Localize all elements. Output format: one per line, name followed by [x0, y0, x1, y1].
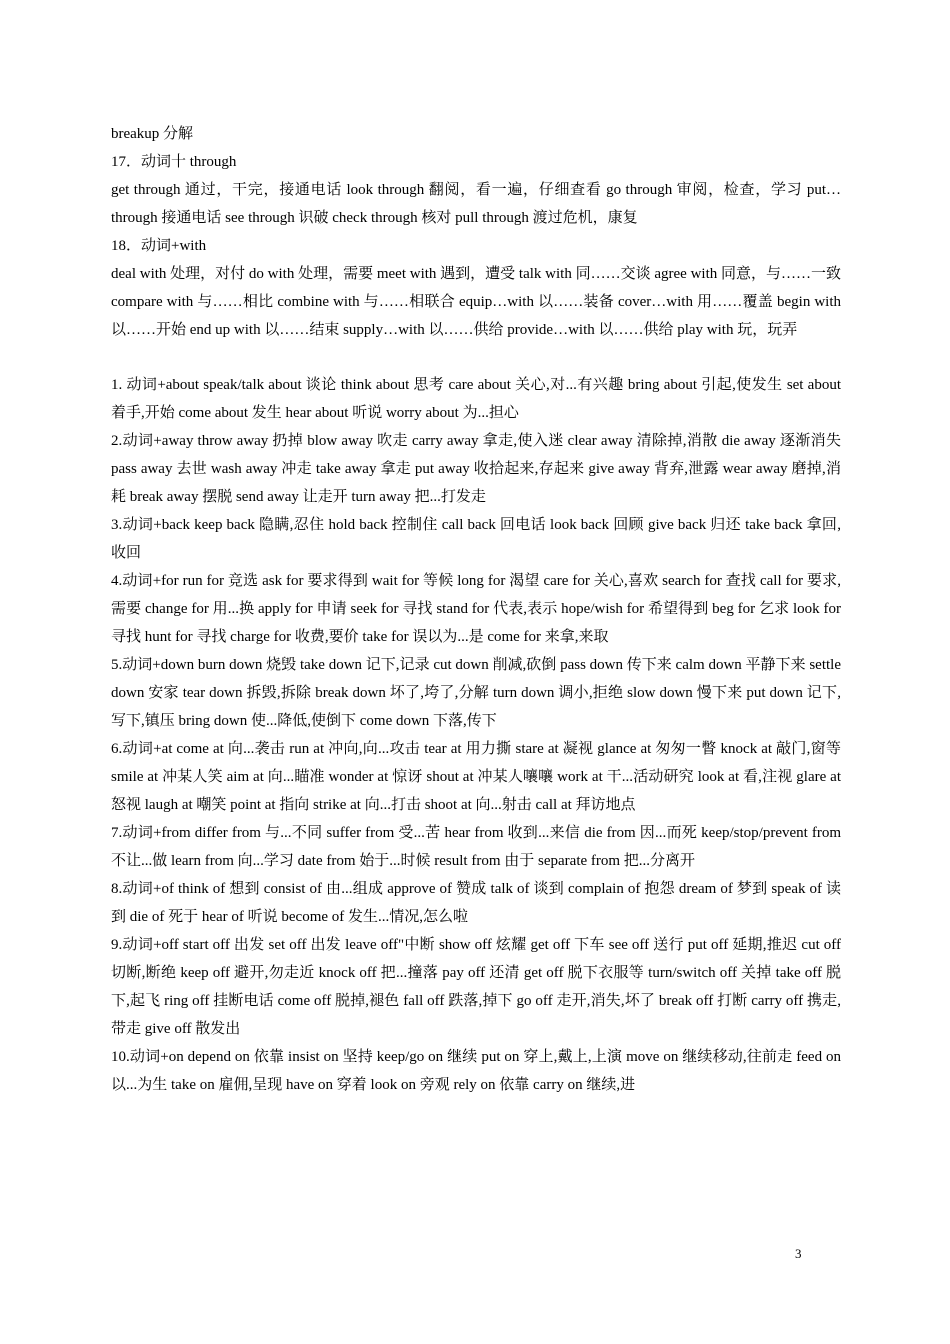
paragraph: get through 通过，干完，接通电话 look through 翻阅，看一遍，仔细查看 go through 审阅，检查，学习 put…through 接通电话 see through 识破 check through 核对 pull through 渡过危机，康复: [111, 182, 841, 226]
paragraph: deal with 处理，对付 do with 处理，需要 meet with 遇到，遭受 talk with 同……交谈 agree with 同意，与……一致 compare with 与……相比 combine with 与……相联合 equip…with 以……装备 cover…with 用……覆盖 begin with 以……开始 end up with 以……结束 supply…with 以……供给 provide…with 以……供给 play with 玩，玩弄: [111, 266, 841, 338]
list-item: 1. 动词+about speak/talk about 谈论 think about 思考 care about 关心,对...有兴趣 bring about 引起,使发生 set about 着手,开始 come about 发生 hear about 听说 worry about 为...担心: [111, 377, 841, 421]
list-item: 10.动词+on depend on 依靠 insist on 坚持 keep/go on 继续 put on 穿上,戴上,上演 move on 继续移动,往前走 feed on 以...为生 take on 雇佣,呈现 have on 穿着 look on 旁观 rely on 依靠 carry on 继续,进: [111, 1049, 841, 1093]
list-item: 7.动词+from differ from 与...不同 suffer from 受...苦 hear from 收到...来信 die from 因...而死 keep/stop/prevent from 不让...做 learn from 向...学习 date from 始于...时候 result from 由于 separate from 把...分离开: [111, 825, 841, 869]
page-number: 3: [795, 1246, 802, 1261]
list-item: 3.动词+back keep back 隐瞒,忍住 hold back 控制住 call back 回电话 look back 回顾 give back 归还 take back 拿回,收回: [111, 517, 841, 561]
list-item: 4.动词+for run for 竞选 ask for 要求得到 wait for 等候 long for 渴望 care for 关心,喜欢 search for 查找 call for 要求,需要 change for 用...换 apply for 申请 seek for 寻找 stand for 代表,表示 hope/wish for 希望得到 beg for 乞求 look for 寻找 hunt for 寻找 charge for 收费,要价 take for 误以为...是 come for 来拿,来取: [111, 573, 841, 645]
section-heading: 18．动词+with: [111, 238, 207, 254]
section-heading: 17．动词十 through: [111, 154, 237, 170]
list-item: 5.动词+down burn down 烧毁 take down 记下,记录 cut down 削减,砍倒 pass down 传下来 calm down 平静下来 settle down 安家 tear down 拆毁,拆除 break down 坏了,垮了,分解 turn down 调小,拒绝 slow down 慢下来 put down 记下,写下,镇压 bring down 使...降低,使倒下 come down 下落,传下: [111, 657, 841, 729]
paragraph-gap: [111, 344, 841, 371]
list-item: 8.动词+of think of 想到 consist of 由...组成 approve of 赞成 talk of 谈到 complain of 抱怨 dream of 梦到 speak of 读到 die of 死于 hear of 听说 become of 发生...情况,怎么啦: [111, 881, 841, 925]
page-content: [111, 120, 841, 1099]
list-item: 9.动词+off start off 出发 set off 出发 leave off"中断 show off 炫耀 get off 下车 see off 送行 put off 延期,推迟 cut off 切断,断绝 keep off 避开,勿走近 knock off 把...撞落 pay off 还清 get off 脱下衣服等 turn/switch off 关掉 take off 脱下,起飞 ring off 挂断电话 come off 脱掉,褪色 fall off 跌落,掉下 go off 走开,消失,坏了 break off 打断 carry off 携走,带走 give off 散发出: [111, 937, 841, 1037]
list-item: 2.动词+away throw away 扔掉 blow away 吹走 carry away 拿走,使入迷 clear away 清除掉,消散 die away 逐渐消失 pass away 去世 wash away 冲走 take away 拿走 put away 收拾起来,存起来 give away 背弃,泄露 wear away 磨掉,消耗 break away 摆脱 send away 让走开 turn away 把...打发走: [111, 433, 841, 505]
list-item: 6.动词+at come at 向...袭击 run at 冲向,向...攻击 tear at 用力撕 stare at 凝视 glance at 匆匆一瞥 knock at 敲门,窗等 smile at 冲某人笑 aim at 向...瞄准 wonder at 惊讶 shout at 冲某人嚷嚷 work at 干...活动研究 look at 看,注视 glare at 怒视 laugh at 嘲笑 point at 指向 strike at 向...打击 shoot at 向...射击 call at 拜访地点: [111, 741, 841, 813]
text-line: breakup 分解: [111, 126, 194, 142]
